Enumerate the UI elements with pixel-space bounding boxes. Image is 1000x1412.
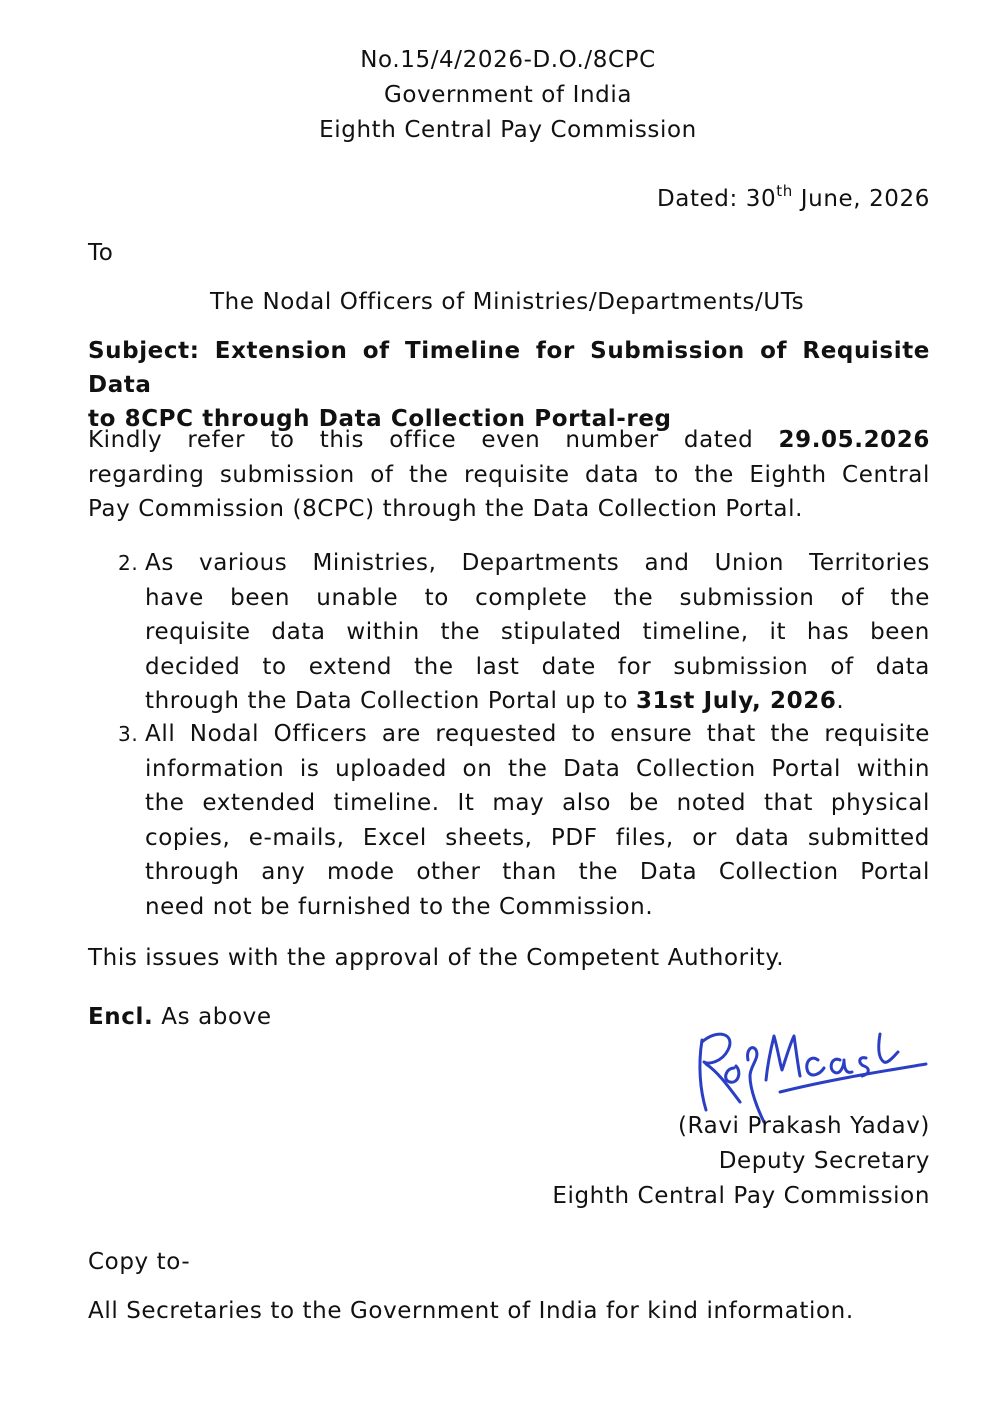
item-2-line-2: have been unable to complete the submission of the	[145, 584, 930, 611]
item-2-line-5-text: through the Data Collection Portal up to	[145, 688, 629, 714]
list-item-text	[145, 717, 930, 924]
file-number: No.15/4/2026-D.O./8CPC	[360, 47, 656, 73]
subject-line-2: to 8CPC through Data Collection Portal-reg	[88, 406, 672, 432]
enclosure-line	[88, 1004, 272, 1030]
government-name: Government of India	[383, 82, 633, 108]
paragraph-1-line-1	[88, 423, 930, 458]
addressee: The Nodal Officers of Ministries/Departments/UTs	[210, 289, 805, 315]
enclosure-text: As above	[153, 1004, 272, 1030]
item-3-line-2: information is uploaded on the Data Collection Portal within	[145, 755, 930, 782]
signatory-block	[552, 1109, 930, 1214]
date-rest: June, 2026	[792, 186, 930, 212]
to-label: To	[88, 240, 114, 266]
copy-to-label: Copy to-	[88, 1249, 191, 1275]
paragraph-1-line-2: regarding submission of the requisite data to the Eighth Central	[88, 461, 930, 488]
letter-date	[656, 182, 930, 212]
paragraph-1-text: Kindly refer to this office even number dated	[88, 427, 754, 453]
signatory-designation: Deputy Secretary	[718, 1148, 930, 1174]
list-item-number: 3.	[118, 722, 139, 746]
list-item-number: 2.	[118, 551, 139, 575]
item-2-line-3: requisite data within the stipulated timeline, it has been	[145, 619, 930, 645]
extended-date: 31st July, 2026	[635, 688, 837, 714]
copy-to-recipients: All Secretaries to the Government of India for kind information.	[88, 1298, 854, 1324]
reference-date: 29.05.2026	[778, 427, 930, 453]
item-3-line-6: need not be furnished to the Commission.	[145, 893, 654, 920]
paragraph-1	[88, 423, 930, 527]
approval-statement: This issues with the approval of the Competent Authority.	[88, 945, 785, 971]
item-3-line-1: All Nodal Officers are requested to ensure that the requisite	[145, 721, 930, 747]
commission-name: Eighth Central Pay Commission	[319, 117, 697, 143]
enclosure-label: Encl.	[88, 1004, 154, 1030]
signatory-name: (Ravi Prakash Yadav)	[677, 1113, 930, 1139]
list-item-text	[145, 546, 930, 719]
date-label: Dated: 30	[656, 186, 777, 212]
letter-heading	[0, 43, 1000, 148]
subject-line-1: Subject: Extension of Timeline for Submission of Requisite Data	[88, 338, 930, 398]
item-2-period: .	[836, 688, 845, 714]
item-2-line-5	[145, 684, 930, 719]
paragraph-1-line-3: Pay Commission (8CPC) through the Data Collection Portal.	[88, 496, 804, 522]
item-3-line-4: copies, e-mails, Excel sheets, PDF files, or data submitted	[145, 824, 930, 851]
item-3-line-5: through any mode other than the Data Collection Portal	[145, 859, 930, 885]
item-3-line-3: the extended timeline. It may also be noted that physical	[145, 790, 930, 816]
date-ordinal-suffix: th	[776, 182, 793, 200]
subject-line	[88, 334, 930, 436]
item-2-line-1: As various Ministries, Departments and Union Territories	[145, 550, 930, 576]
item-2-line-4: decided to extend the last date for submission of data	[145, 653, 930, 680]
signatory-office: Eighth Central Pay Commission	[552, 1183, 930, 1209]
handwritten-signature	[688, 1010, 938, 1125]
